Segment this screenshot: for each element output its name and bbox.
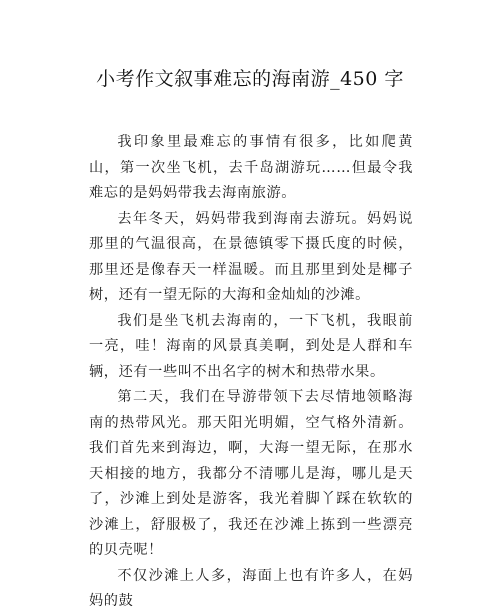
document-body	[89, 130, 413, 615]
paragraph: 去年冬天，妈妈带我到海南去游玩。妈妈说那里的气温很高，在景德镇零下摄氏度的时候，那里还是像春天一样温暖。而且那里到处是椰子树，还有一望无际的大海和金灿灿的沙滩。	[89, 210, 413, 303]
paragraph: 第二天，我们在导游带领下去尽情地领略海南的热带风光。那天阳光明媚，空气格外清新。我们首先来到海边，啊，大海一望无际，在那水天相接的地方，我都分不清哪儿是海，哪儿是天了，沙滩上到处是游客，我光着脚丫踩在软软的沙滩上，舒服极了，我还在沙滩上拣到一些漂亮的贝壳呢！	[89, 389, 413, 558]
paragraph: 我们是坐飞机去海南的，一下飞机，我眼前一亮，哇！海南的风景真美啊，到处是人群和车辆，还有一些叫不出名字的树木和热带水果。	[89, 312, 413, 380]
paragraph: 不仅沙滩上人多，海面上也有许多人，在妈妈的鼓	[89, 567, 413, 609]
paragraph: 我印象里最难忘的事情有很多，比如爬黄山，第一次坐飞机，去千岛湖游玩……但最令我难忘的是妈妈带我去海南旅游。	[89, 134, 413, 201]
document-title: 小考作文叙事难忘的海南游_450 字	[96, 68, 404, 90]
